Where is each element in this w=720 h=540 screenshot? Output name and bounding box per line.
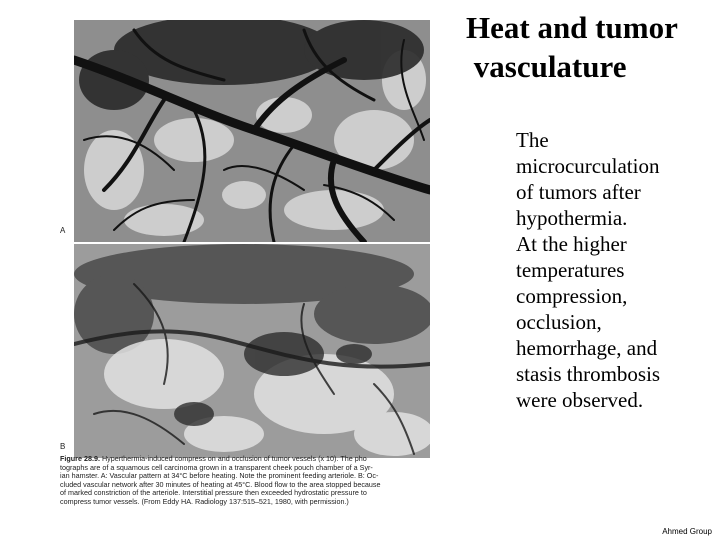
body-line: of tumors after — [516, 180, 641, 204]
panel-b-label: B — [60, 442, 66, 451]
caption-figure-number: Figure 28.9. — [60, 455, 100, 463]
body-line: temperatures — [516, 258, 625, 282]
body-line: The — [516, 128, 549, 152]
body-line: occlusion, — [516, 310, 602, 334]
caption-line: ian hamster. A: Vascular pattern at 34°C before heating. Note the prominent feeding arteriole. B: Oc- — [60, 472, 379, 481]
body-text — [516, 127, 716, 413]
slide-title: Heat and tumor vasculature — [466, 10, 678, 84]
figure-caption — [60, 455, 432, 507]
body-line: At the higher — [516, 232, 627, 256]
caption-line: tographs are of a squamous cell carcinoma grown in a transparent cheek pouch chamber of a Syr- — [60, 463, 373, 472]
caption-line — [60, 455, 432, 464]
figure — [60, 18, 432, 518]
body-line: were observed. — [516, 388, 644, 412]
caption-line: of marked constriction of the arteriole. Interstitial pressure then exceeded hydrostatic pressure to — [60, 489, 367, 498]
footer-credit: Ahmed Group — [662, 527, 712, 536]
micrograph-a-image — [74, 20, 430, 242]
micrograph-b-image — [74, 244, 430, 458]
body-line: hypothermia. — [516, 206, 628, 230]
micrograph-panel-a — [74, 20, 430, 242]
body-line: compression, — [516, 284, 628, 308]
body-line: microcurculation — [516, 154, 660, 178]
body-line: stasis thrombosis — [516, 362, 661, 386]
caption-line: compress tumor vessels. (From Eddy HA. Radiology 137:515–521, 1980, with permission.) — [60, 497, 349, 506]
body-line: hemorrhage, and — [516, 336, 658, 360]
micrograph-panel-b — [74, 244, 430, 458]
caption-text: Hyperthermia-induced compress on and occlusion of tumor vessels (x 10). The pho — [101, 455, 367, 463]
caption-line: cluded vascular network after 30 minutes of heating at 45°C. Blood flow to the area stopped because — [60, 480, 381, 489]
panel-a-label: A — [60, 226, 66, 235]
